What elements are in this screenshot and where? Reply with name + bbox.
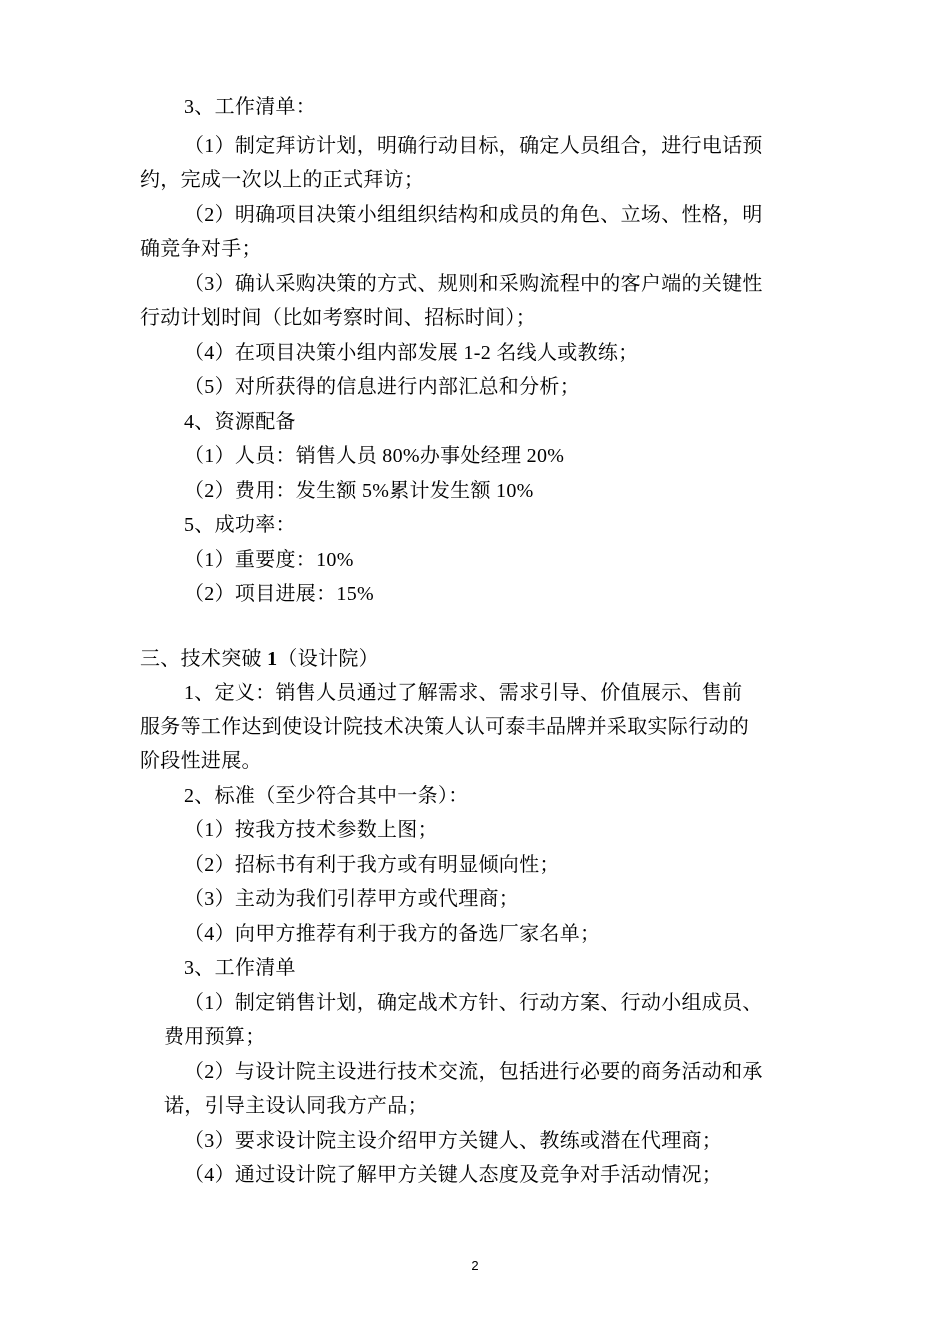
paragraph-line: 费用预算； [164, 1026, 266, 1048]
paragraph-line: （1）重要度：10% [184, 549, 354, 571]
heading-standards: 2、标准（至少符合其中一条）： [184, 785, 469, 807]
paragraph-line: （2）费用：发生额 5%累计发生额 10% [184, 480, 534, 502]
paragraph-line: （3）要求设计院主设介绍甲方关键人、教练或潜在代理商； [184, 1130, 723, 1152]
paragraph-line: （1）制定销售计划，确定战术方针、行动方案、行动小组成员、 [184, 992, 763, 1014]
paragraph-line: （3）主动为我们引荐甲方或代理商； [184, 888, 520, 910]
heading-work-list: 3、工作清单： [184, 96, 317, 118]
paragraph-line: （2）招标书有利于我方或有明显倾向性； [184, 854, 560, 876]
paragraph-line: 确竞争对手； [140, 238, 262, 260]
heading-work-list-2: 3、工作清单 [184, 957, 296, 979]
paragraph-line: 行动计划时间（比如考察时间、招标时间）； [140, 307, 536, 329]
paragraph-line: （4）向甲方推荐有利于我方的备选厂家名单； [184, 923, 601, 945]
paragraph-line: （1）制定拜访计划，明确行动目标，确定人员组合，进行电话预 [184, 135, 763, 157]
heading-success-rate: 5、成功率： [184, 514, 296, 536]
paragraph-line: （2）明确项目决策小组组织结构和成员的角色、立场、性格，明 [184, 204, 763, 226]
heading-resources: 4、资源配备 [184, 411, 296, 433]
paragraph-line: （1）人员：销售人员 80%办事处经理 20% [184, 445, 565, 467]
paragraph-line: （2）项目进展：15% [184, 583, 374, 605]
paragraph-line: （2）与设计院主设进行技术交流，包括进行必要的商务活动和承 [184, 1061, 763, 1083]
paragraph-line: 诺，引导主设认同我方产品； [164, 1095, 428, 1117]
paragraph-line: 约，完成一次以上的正式拜访； [140, 169, 425, 191]
paragraph-line: （3）确认采购决策的方式、规则和采购流程中的客户端的关键性 [184, 273, 763, 295]
paragraph-line: 阶段性进展。 [140, 750, 262, 772]
section-heading-tech-breakthrough: 三、技术突破 1（设计院） [140, 648, 379, 670]
page-number: 2 [471, 1258, 479, 1273]
paragraph-line: （4）在项目决策小组内部发展 1-2 名线人或教练； [184, 342, 639, 364]
paragraph-line: （5）对所获得的信息进行内部汇总和分析； [184, 376, 580, 398]
paragraph-line: （4）通过设计院了解甲方关键人态度及竞争对手活动情况； [184, 1164, 723, 1186]
paragraph-line: （1）按我方技术参数上图； [184, 819, 438, 841]
paragraph-line: 1、定义：销售人员通过了解需求、需求引导、价值展示、售前 [184, 682, 743, 704]
paragraph-line: 服务等工作达到使设计院技术决策人认可泰丰品牌并采取实际行动的 [140, 716, 749, 738]
